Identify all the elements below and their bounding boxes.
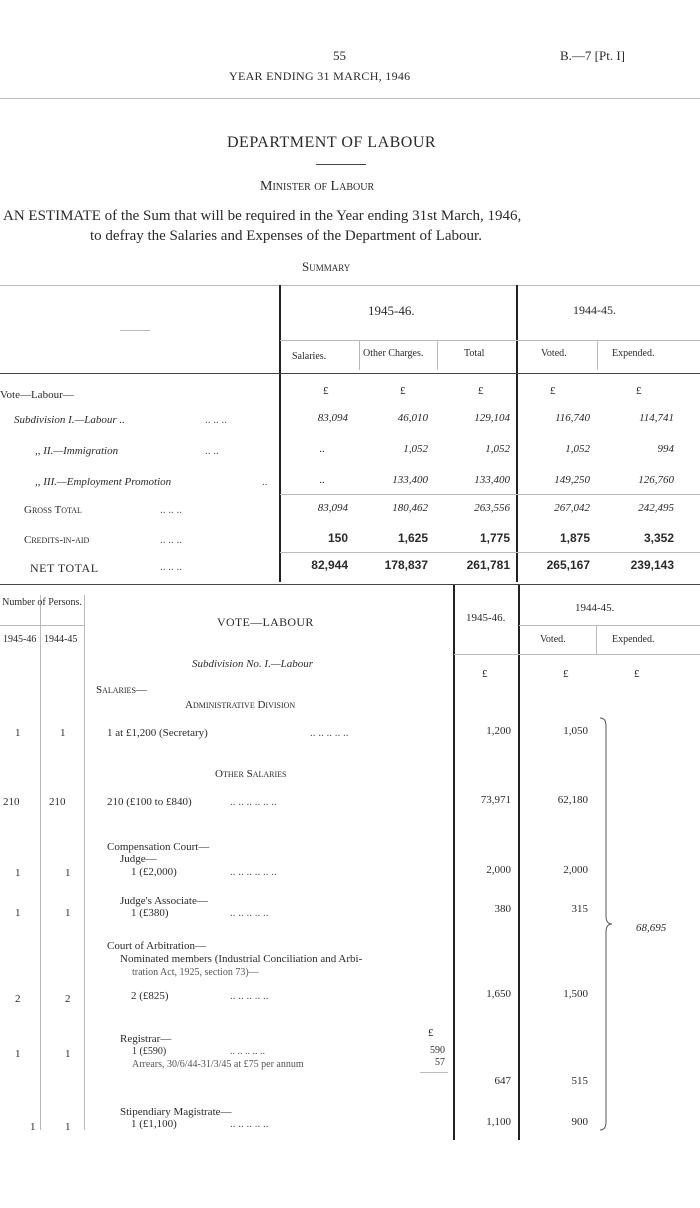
arrears-text: Arrears, 30/6/44-31/3/45 at £75 per annum xyxy=(132,1059,304,1070)
summary-divider xyxy=(279,285,281,582)
detail-row-text: 210 (£100 to £840) xyxy=(107,796,192,808)
col-previous: 1944-45. xyxy=(575,602,615,614)
stipendiary-label: Stipendiary Magistrate— xyxy=(120,1106,232,1118)
summary-cell: 46,010 xyxy=(397,412,428,424)
summary-row-label: Gross Total xyxy=(24,504,82,516)
other-salaries-heading: Other Salaries xyxy=(215,768,287,780)
currency: £ xyxy=(323,385,329,397)
summary-bottom-rule xyxy=(0,584,700,585)
detail-row-text: 2 (£825) xyxy=(131,990,169,1002)
judge-label: Judge— xyxy=(120,853,157,865)
detail-cell: 647 xyxy=(494,1075,511,1087)
col-total: Total xyxy=(464,348,485,359)
summary-row-label: ,, II.—Immigration xyxy=(35,445,119,457)
detail-divider xyxy=(518,585,520,1140)
detail-cell: 1,500 xyxy=(563,988,588,1000)
subdivision-heading: Subdivision No. I.—Labour xyxy=(192,658,314,670)
summary-cell: 178,837 xyxy=(384,558,428,572)
year-ending: YEAR ENDING 31 MARCH, 1946 xyxy=(229,69,411,83)
currency: £ xyxy=(400,385,406,397)
detail-cell: 315 xyxy=(571,903,588,915)
summary-row-label: ,, III.—Employment Promotion xyxy=(35,476,172,488)
summary-cell: 82,944 xyxy=(311,558,348,572)
summary-cell: 263,556 xyxy=(474,502,510,514)
vote-label: Vote—Labour— xyxy=(0,389,74,401)
summary-cell: 3,352 xyxy=(643,531,674,545)
summary-cell: 265,167 xyxy=(546,558,590,572)
arrears-inner: 57 xyxy=(435,1057,445,1068)
judges-associate: Judge's Associate— xyxy=(120,895,208,907)
summary-cell: 1,052 xyxy=(403,443,428,455)
detail-cell: 380 xyxy=(494,903,511,915)
summary-cell: 150 xyxy=(327,531,348,545)
summary-cell: 180,462 xyxy=(392,502,428,514)
summary-divider xyxy=(516,285,518,582)
summary-header-rule xyxy=(0,373,700,374)
detail-cell: 1,100 xyxy=(486,1116,511,1128)
detail-cell: 62,180 xyxy=(557,794,588,806)
registrar-currency: £ xyxy=(428,1027,434,1039)
summary-cell: 126,760 xyxy=(638,474,674,486)
detail-cell: 1,050 xyxy=(563,725,588,737)
summary-cell: 133,400 xyxy=(392,474,428,486)
currency: £ xyxy=(563,668,569,680)
summary-title: Summary xyxy=(302,259,351,274)
currency: £ xyxy=(478,385,484,397)
summary-cell: 1,052 xyxy=(565,443,590,455)
detail-divider xyxy=(453,585,455,1140)
col-group-current: 1945-46. xyxy=(368,303,415,318)
summary-cell: 83,094 xyxy=(317,412,348,424)
summary-top-rule xyxy=(0,285,700,286)
col-group-previous: 1944-45. xyxy=(573,303,616,317)
nominated-line-1: Nominated members (Industrial Conciliation and Arbi- xyxy=(120,953,363,965)
col-1944: 1944-45 xyxy=(44,634,78,645)
expended-bracket xyxy=(598,716,616,1132)
col-other-charges: Other Charges. xyxy=(363,348,424,359)
summary-cell: 267,042 xyxy=(554,502,590,514)
currency: £ xyxy=(482,668,488,680)
vote-title: VOTE—LABOUR xyxy=(217,615,314,629)
summary-cell: 133,400 xyxy=(474,474,510,486)
summary-cell: 261,781 xyxy=(466,558,510,572)
detail-cell: 1,200 xyxy=(486,725,511,737)
summary-cell: 114,741 xyxy=(639,412,674,424)
report-reference: B.—7 [Pt. I] xyxy=(560,48,625,63)
currency: £ xyxy=(634,668,640,680)
currency: £ xyxy=(636,385,642,397)
estimate-line-2: to defray the Salaries and Expenses of the Department of Labour. xyxy=(90,228,482,244)
col-current: 1945-46. xyxy=(466,612,506,624)
col-voted: Voted. xyxy=(540,634,566,645)
detail-cell: 2,000 xyxy=(486,864,511,876)
currency: £ xyxy=(550,385,556,397)
persons-header: Number of Persons. xyxy=(2,597,82,608)
col-voted: Voted. xyxy=(541,348,567,359)
col-1945: 1945-46 xyxy=(3,634,37,645)
admin-division-heading: Administrative Division xyxy=(185,699,296,711)
col-expended: Expended. xyxy=(612,634,655,645)
detail-row-text: 1 (£1,100) xyxy=(131,1118,177,1130)
detail-row-text: 1 (£380) xyxy=(131,907,169,919)
page-number: 55 xyxy=(333,48,346,63)
summary-cell: 239,143 xyxy=(630,558,674,572)
summary-cell: 1,625 xyxy=(397,531,428,545)
summary-cell: 1,775 xyxy=(479,531,510,545)
expended-total: 68,695 xyxy=(636,922,667,934)
title-rule xyxy=(316,164,366,165)
detail-cell: 2,000 xyxy=(563,864,588,876)
header-rule xyxy=(0,98,700,99)
nominated-line-2: tration Act, 1925, section 73)— xyxy=(132,967,259,978)
summary-cell: 1,052 xyxy=(485,443,510,455)
detail-row-text: 1 (£2,000) xyxy=(131,866,177,878)
registrar-inner: 590 xyxy=(430,1045,445,1056)
summary-cell: 149,250 xyxy=(554,474,590,486)
summary-cell: .. xyxy=(319,474,325,486)
summary-cell: 242,495 xyxy=(638,502,674,514)
summary-cell: 1,875 xyxy=(559,531,590,545)
summary-cell: 116,740 xyxy=(555,412,590,424)
detail-cell: 515 xyxy=(571,1075,588,1087)
salaries-heading: Salaries— xyxy=(96,684,147,696)
estimate-line-1: AN ESTIMATE of the Sum that will be required in the Year ending 31st March, 1946, xyxy=(3,208,522,224)
court-arbitration: Court of Arbitration— xyxy=(107,940,206,952)
summary-cell: 994 xyxy=(657,443,674,455)
detail-row-text: 1 at £1,200 (Secretary) xyxy=(107,727,208,739)
detail-cell: 73,971 xyxy=(480,794,511,806)
minister-title: Minister of Labour xyxy=(260,179,375,194)
summary-cell: 129,104 xyxy=(474,412,510,424)
detail-row-text: 1 (£590) xyxy=(132,1046,167,1057)
col-salaries: Salaries. xyxy=(292,351,327,362)
detail-cell: 1,650 xyxy=(486,988,511,1000)
summary-cell: 83,094 xyxy=(317,502,348,514)
summary-row-label: Credits-in-aid xyxy=(24,534,90,546)
summary-cell: .. xyxy=(319,443,325,455)
col-expended: Expended. xyxy=(612,348,655,359)
detail-cell: 900 xyxy=(571,1116,588,1128)
summary-row-label: Subdivision I.—Labour .. xyxy=(14,414,125,426)
registrar-label: Registrar— xyxy=(120,1033,172,1045)
summary-row-label: NET TOTAL xyxy=(30,561,99,575)
compensation-court: Compensation Court— xyxy=(107,841,210,853)
department-title: DEPARTMENT OF LABOUR xyxy=(227,134,437,151)
